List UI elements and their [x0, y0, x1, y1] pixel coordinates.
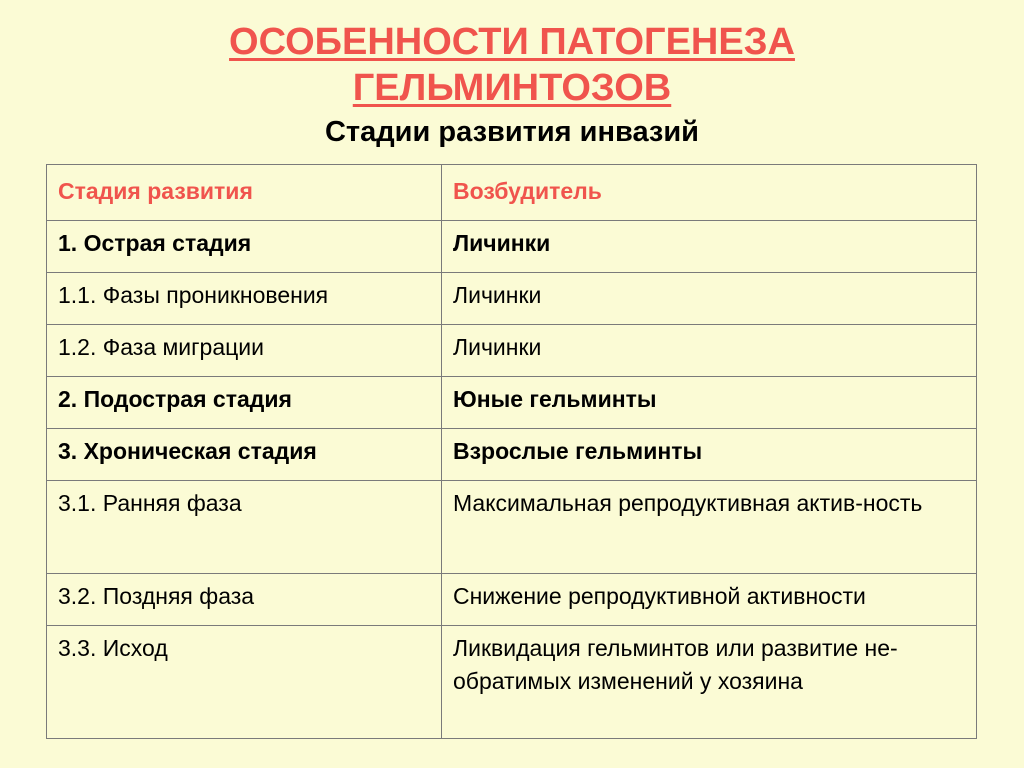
agent-cell: Максимальная репродуктивная актив-ность	[442, 481, 977, 574]
stage-cell: 2. Подострая стадия	[47, 377, 442, 429]
agent-cell: Личинки	[442, 325, 977, 377]
header-stage: Стадия развития	[47, 165, 442, 221]
stage-cell: 3. Хроническая стадия	[47, 429, 442, 481]
stage-cell: 3.3. Исход	[47, 626, 442, 739]
stages-table	[46, 164, 977, 739]
stage-cell: 1.2. Фаза миграции	[47, 325, 442, 377]
table-row	[47, 221, 977, 273]
table-row	[47, 429, 977, 481]
table-row	[47, 574, 977, 626]
agent-cell: Личинки	[442, 273, 977, 325]
table-row	[47, 626, 977, 739]
header-agent: Возбудитель	[442, 165, 977, 221]
table-row	[47, 325, 977, 377]
stage-cell: 3.1. Ранняя фаза	[47, 481, 442, 574]
stage-cell: 3.2. Поздняя фаза	[47, 574, 442, 626]
stage-cell: 1. Острая стадия	[47, 221, 442, 273]
title-line-1: ОСОБЕННОСТИ ПАТОГЕНЕЗА	[229, 21, 795, 63]
stage-cell: 1.1. Фазы проникновения	[47, 273, 442, 325]
table-row	[47, 377, 977, 429]
table-row	[47, 273, 977, 325]
title-line-2: ГЕЛЬМИНТОЗОВ	[352, 67, 672, 109]
subtitle: Стадии развития инвазий	[324, 116, 699, 148]
table-header-row	[47, 165, 977, 221]
agent-cell: Личинки	[442, 221, 977, 273]
agent-cell: Снижение репродуктивной активности	[442, 574, 977, 626]
agent-cell: Юные гельминты	[442, 377, 977, 429]
agent-cell: Взрослые гельминты	[442, 429, 977, 481]
agent-cell: Ликвидация гельминтов или развитие не-обратимых изменений у хозяина	[442, 626, 977, 739]
table-row	[47, 481, 977, 574]
